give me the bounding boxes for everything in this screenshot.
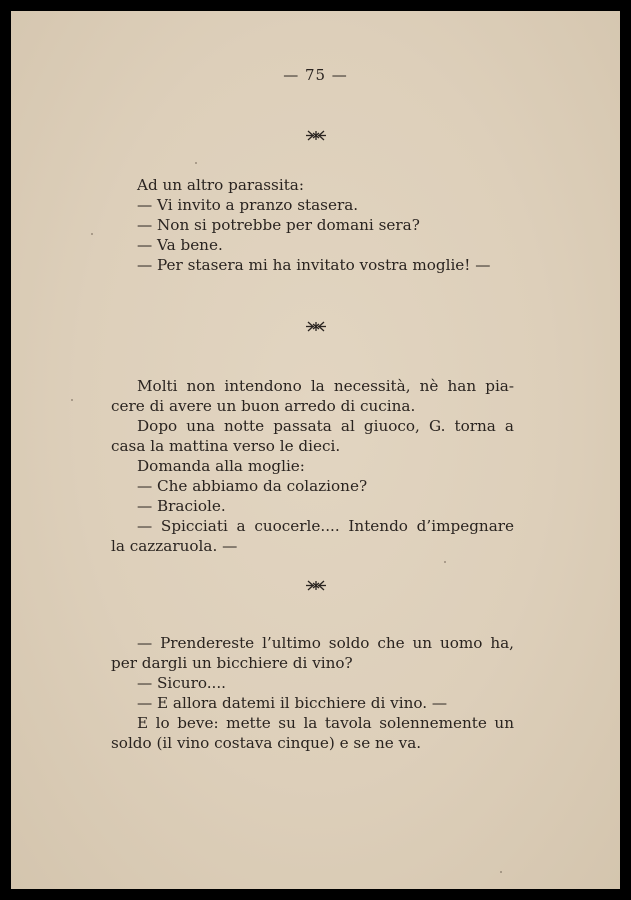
paper-speck	[71, 399, 73, 401]
text-line: — Prendereste l’ultimo soldo che un uomo ha,	[137, 634, 514, 652]
text-line: per dargli un bicchiere di vino?	[111, 654, 353, 672]
paper-speck	[500, 871, 502, 873]
text-line: — Che abbiamo da colazione?	[137, 477, 368, 495]
section-ornament-icon	[11, 321, 620, 335]
text-line: Ad un altro parassita:	[137, 176, 304, 194]
book-page	[11, 11, 620, 889]
text-line: Domanda alla moglie:	[137, 457, 305, 475]
text-line: — Braciole.	[137, 497, 226, 515]
text-line: — E allora datemi il bicchiere di vino. —	[137, 694, 448, 712]
text-line: — Sicuro....	[137, 674, 227, 692]
text-line: — Spicciati a cuocerle.... Intendo d’impegnare	[137, 517, 514, 535]
text-line: casa la mattina verso le dieci.	[111, 437, 341, 455]
paper-speck	[195, 162, 197, 164]
text-line: Molti non intendono la necessità, nè han pia-	[137, 377, 514, 395]
text-line: — Non si potrebbe per domani sera?	[137, 216, 420, 234]
text-line: E lo beve: mette su la tavola solennemente un	[137, 714, 514, 732]
section-ornament-icon	[11, 580, 620, 594]
paper-speck	[91, 233, 93, 235]
paper-speck	[444, 561, 446, 563]
text-line: — Per stasera mi ha invitato vostra moglie! —	[137, 256, 491, 274]
text-line: — Va bene.	[137, 236, 223, 254]
text-line: — Vi invito a pranzo stasera.	[137, 196, 359, 214]
anecdote-section-3	[111, 633, 514, 753]
text-line: la cazzaruola. —	[111, 537, 238, 555]
anecdote-section-1	[137, 175, 517, 275]
anecdote-section-2	[111, 376, 514, 556]
text-line: soldo (il vino costava cinque) e se ne va.	[111, 734, 422, 752]
text-line: Dopo una notte passata al giuoco, G. torna a	[137, 417, 514, 435]
text-line: cere di avere un buon arredo di cucina.	[111, 397, 416, 415]
section-ornament-icon	[11, 130, 620, 144]
page-number: — 75 —	[283, 66, 348, 84]
